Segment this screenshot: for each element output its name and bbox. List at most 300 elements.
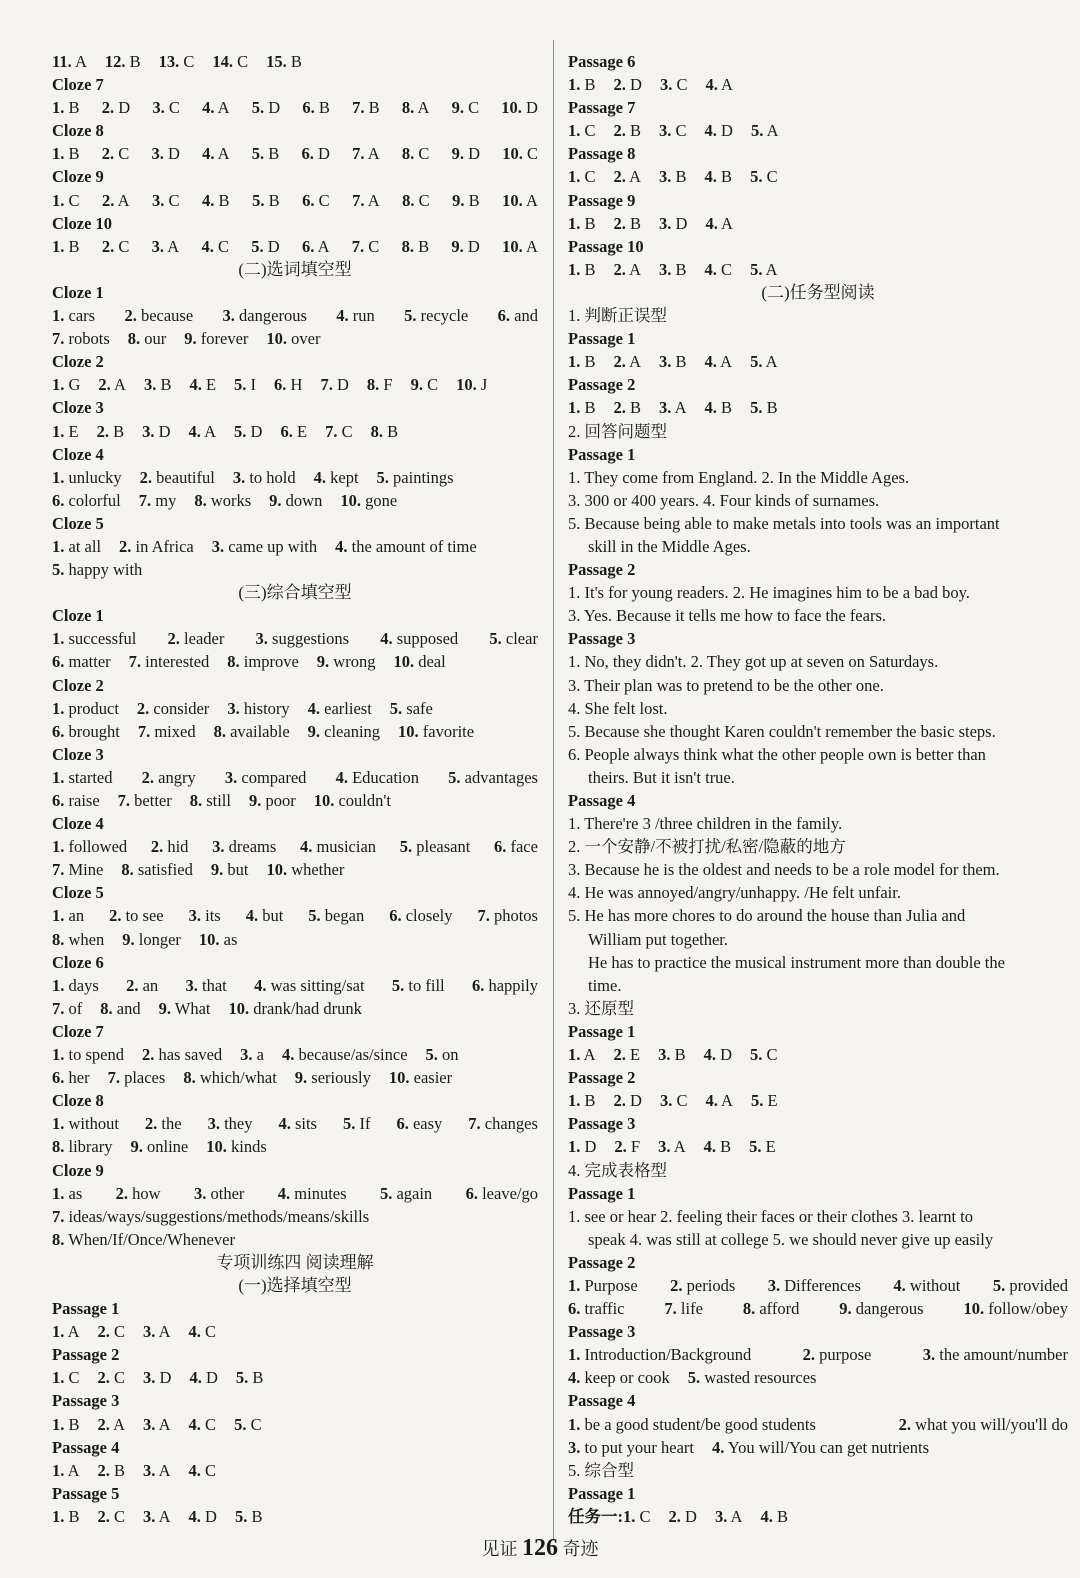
answer-item (302, 189, 330, 212)
answer-number: 6. (302, 190, 315, 210)
answer-number: 8. (183, 1068, 196, 1088)
answer-item (659, 119, 687, 142)
answer-value: they (224, 1114, 253, 1134)
answer-item (498, 304, 538, 327)
answer-number: 7. (477, 906, 490, 926)
answer-item (704, 1135, 732, 1158)
answer-number: 4. (188, 1414, 201, 1434)
answer-number: 2. (97, 1368, 110, 1388)
answer-number: 6. (52, 490, 65, 510)
answer-item (278, 1182, 347, 1205)
answer-value: B (584, 259, 596, 279)
answer-number: 8. (213, 721, 226, 741)
answer-value: periods (686, 1275, 736, 1295)
answer-number: 9. (122, 929, 135, 949)
answer-number: 8. (194, 490, 207, 510)
answer-item (489, 627, 538, 650)
answer-value: on (442, 1045, 459, 1065)
answer-value: wrong (333, 652, 376, 672)
answer-number: 3. (142, 421, 155, 441)
answer-item (659, 396, 687, 419)
answer-item (343, 1112, 371, 1135)
answer-item (494, 835, 538, 858)
answer-value: the amount of time (351, 536, 477, 556)
answer-number: 1. (52, 1322, 65, 1342)
answer-value: but (227, 860, 249, 880)
answer-item (568, 1089, 596, 1112)
answer-number: 3. (143, 375, 157, 395)
answer-row (52, 189, 538, 212)
answer-value: E (205, 375, 217, 395)
answer-item (212, 50, 248, 73)
answer-number: 3. (143, 1368, 156, 1388)
answer-item (448, 766, 538, 789)
answer-row (568, 1436, 1068, 1459)
answer-number: 4. (307, 698, 321, 718)
answer-value: D (630, 75, 642, 95)
answer-number: 3. (151, 236, 164, 256)
answer-number: 1. (52, 1045, 65, 1065)
answer-item (52, 1112, 119, 1135)
answer-number: 9. (269, 490, 282, 510)
answer-number: 5. (391, 975, 405, 995)
answer-number: 5. (342, 1114, 356, 1134)
answer-number: 3. (232, 467, 246, 487)
answer-value: leader (184, 629, 225, 649)
answer-item (705, 165, 733, 188)
section-heading: Cloze 3 (52, 398, 104, 418)
answer-item (705, 119, 733, 142)
answer-value: better (134, 791, 172, 810)
answer-value: You will/You can get nutrients (727, 1437, 929, 1457)
answer-value: available (230, 721, 290, 741)
answer-item (568, 258, 596, 281)
answer-item (274, 373, 302, 396)
answer-value: my (155, 490, 177, 510)
answer-item (477, 904, 538, 927)
answer-row (52, 420, 538, 443)
answer-number: 4. (282, 1045, 295, 1065)
footer-prefix: 见证 (481, 1539, 518, 1559)
answer-text-continued: William put together. (588, 929, 729, 949)
section-heading: Cloze 6 (52, 952, 104, 972)
answer-item (52, 720, 120, 743)
answer-item (705, 258, 733, 281)
answer-value: because (140, 306, 194, 326)
answer-item (614, 1089, 642, 1112)
answer-item (233, 466, 296, 489)
answer-value: D (159, 1368, 172, 1388)
answer-value: colorful (68, 490, 121, 510)
answer-value: A (525, 190, 538, 210)
answer-number: 4. (335, 767, 348, 787)
answer-number: 1. (52, 98, 65, 118)
answer-text-continued: He has to practice the musical instrument more than double the (588, 952, 1005, 972)
section-heading: Passage 7 (568, 98, 636, 118)
section-heading: Cloze 3 (52, 744, 104, 764)
answer-number: 8. (366, 375, 380, 395)
answer-value: C (418, 190, 430, 210)
answer-item (750, 165, 778, 188)
answer-item (52, 1505, 80, 1528)
answer-value: her (68, 1068, 90, 1088)
section-heading: Passage 3 (52, 1391, 120, 1411)
answer-value: whether (291, 860, 345, 880)
answer-number: 6. (302, 98, 315, 118)
answer-value: B (776, 1506, 788, 1526)
answer-row (52, 466, 538, 489)
answer-value: Differences (784, 1275, 861, 1295)
answer-value: forever (200, 329, 249, 349)
answer-value: days (68, 975, 99, 995)
answer-text: 1. There're 3 /three children in the family. (568, 814, 843, 834)
answer-item (186, 974, 227, 997)
answer-value: at all (68, 536, 102, 556)
answer-value: product (68, 698, 119, 718)
answer-number: 5. (252, 190, 265, 210)
answer-number: 8. (121, 860, 134, 880)
answer-number: 10. (198, 929, 220, 949)
answer-row (52, 1505, 538, 1528)
answer-number: 2. (613, 398, 626, 418)
answer-number: 4. (188, 1506, 201, 1526)
answer-item (52, 1182, 82, 1205)
answer-item (100, 997, 140, 1020)
answer-item (340, 489, 397, 512)
answer-item (568, 1366, 670, 1389)
answer-item (52, 189, 80, 212)
answer-number: 1. (568, 1275, 581, 1295)
answer-value: D (675, 213, 688, 233)
answer-item (152, 96, 180, 119)
answer-row (52, 235, 538, 258)
section-heading: Cloze 8 (52, 1091, 104, 1111)
answer-number: 3. (659, 398, 672, 418)
section-heading: Passage 2 (52, 1345, 120, 1365)
answer-number: 3. (143, 1506, 156, 1526)
answer-number: 7. (52, 860, 65, 880)
section-heading: Cloze 8 (52, 121, 104, 141)
answer-number: 10. (228, 998, 250, 1018)
section-heading: Cloze 7 (52, 1021, 104, 1041)
answer-number: 2. (101, 236, 115, 256)
answer-number: 4. (335, 536, 348, 556)
answer-text: 4. She felt lost. (568, 698, 668, 718)
answer-number: 2. (613, 75, 626, 95)
answer-item (750, 1043, 778, 1066)
answer-item (768, 1274, 861, 1297)
answer-value: C (118, 144, 130, 164)
answer-text: 3. 300 or 400 years. 4. Four kinds of surnames. (568, 490, 880, 510)
answer-row (52, 142, 538, 165)
answer-item (352, 96, 380, 119)
answer-value: A (114, 375, 126, 395)
answer-value: beautiful (156, 467, 215, 487)
answer-value: A (629, 259, 642, 279)
answer-value: followed (68, 837, 128, 857)
answer-value: to hold (249, 467, 296, 487)
section-heading: Cloze 2 (52, 352, 104, 372)
answer-item (159, 997, 211, 1020)
answer-value: A (113, 1414, 126, 1434)
footer-suffix: 奇迹 (562, 1539, 599, 1559)
answer-number: 3. (143, 1414, 156, 1434)
answer-item (52, 789, 100, 812)
answer-text: 2. 回答问题型 (568, 421, 667, 441)
answer-item (184, 327, 248, 350)
answer-number: 5. (234, 1506, 248, 1526)
answer-number: 3. (659, 213, 672, 233)
answer-item (371, 420, 399, 443)
page-number: 126 (522, 1535, 558, 1561)
answer-number: 1. (568, 75, 581, 95)
answer-item (389, 904, 452, 927)
answer-item (568, 212, 596, 235)
answer-number: 6. (301, 144, 314, 164)
answer-number: 2. (136, 698, 150, 718)
answer-number: 6. (493, 837, 507, 857)
answer-item (227, 650, 299, 673)
answer-number: 9. (307, 721, 321, 741)
answer-item (52, 928, 104, 951)
answer-value: D (720, 1045, 733, 1065)
answer-number: 10. (206, 1137, 227, 1157)
answer-item (472, 974, 538, 997)
answer-number: 3. (714, 1506, 728, 1526)
answer-item (225, 766, 307, 789)
answer-item (568, 350, 596, 373)
answer-number: 3. (659, 75, 673, 95)
answer-item (223, 304, 307, 327)
answer-value: follow/obey (988, 1299, 1068, 1319)
answer-row (52, 1043, 538, 1066)
answer-item (392, 974, 445, 997)
answer-value: other (210, 1183, 245, 1203)
answer-number: 2. (150, 837, 164, 857)
section-heading: Cloze 5 (52, 883, 104, 903)
answer-item (235, 1505, 263, 1528)
answer-item (246, 904, 284, 927)
answer-item (466, 1182, 538, 1205)
answer-value: happy with (68, 560, 143, 580)
answer-value: hid (167, 837, 189, 857)
answer-number: 10. (456, 375, 477, 395)
answer-value: Education (352, 767, 419, 787)
answer-value: D (468, 144, 480, 164)
answer-value: B (268, 190, 280, 210)
answer-item (704, 1043, 732, 1066)
answer-item (749, 1135, 776, 1158)
answer-item (202, 189, 230, 212)
answer-item (402, 235, 430, 258)
answer-item (751, 119, 779, 142)
answer-value: B (468, 190, 480, 210)
answer-value: successful (68, 629, 137, 649)
answer-item (893, 1274, 960, 1297)
answer-value: what you will/you'll do (915, 1414, 1068, 1434)
answer-item (295, 1066, 371, 1089)
answer-value: C (427, 375, 439, 395)
answer-number: 3. (659, 1091, 673, 1111)
answer-number: 2. (613, 167, 626, 187)
answer-item (143, 1505, 171, 1528)
answer-number: 1. (568, 259, 581, 279)
answer-value: B (68, 1506, 80, 1526)
answer-value: to see (125, 906, 164, 926)
answer-value: purpose (819, 1345, 872, 1365)
answer-item (194, 489, 251, 512)
answer-item (352, 235, 380, 258)
answer-number: 5. (750, 259, 763, 279)
section-heading: Passage 1 (568, 444, 636, 464)
answer-number: 5. (750, 398, 763, 418)
answer-number: 5. (399, 837, 413, 857)
answer-row (568, 1505, 1068, 1528)
answer-item (137, 697, 209, 720)
answer-text: 4. He was annoyed/angry/unhappy. /He felt unfair. (568, 883, 901, 903)
answer-text: 1. They come from England. 2. In the Middle Ages. (568, 467, 910, 487)
answer-value: face (510, 837, 538, 857)
answer-item (302, 142, 330, 165)
answer-row (52, 974, 538, 997)
section-heading: Passage 1 (568, 1483, 636, 1503)
answer-value: B (675, 352, 687, 372)
answer-value: robots (68, 329, 110, 349)
answer-value: D (205, 1506, 217, 1526)
section-heading: Passage 9 (568, 190, 636, 210)
answer-row (52, 928, 538, 951)
answer-value: D (267, 236, 280, 256)
answer-number: 2. (97, 1414, 110, 1434)
answer-item (152, 189, 180, 212)
answer-value: musician (316, 837, 377, 857)
answer-number: 4. (278, 1114, 291, 1134)
answer-item (52, 420, 79, 443)
answer-value: deal (418, 652, 446, 672)
answer-item (142, 420, 170, 443)
answer-value: A (117, 190, 130, 210)
answer-number: 5. (448, 767, 461, 787)
answer-item (380, 627, 458, 650)
answer-item (52, 1066, 90, 1089)
answer-number: 3. (211, 536, 225, 556)
answer-value: provided (1009, 1275, 1068, 1295)
answer-value: A (721, 75, 733, 95)
answer-number: 3. (224, 767, 238, 787)
answer-item (52, 997, 82, 1020)
answer-number: 6. (52, 791, 65, 810)
answer-value: A (765, 352, 778, 372)
answer-item (234, 1413, 262, 1436)
answer-item (659, 212, 687, 235)
answer-item (269, 489, 322, 512)
answer-text: 1. No, they didn't. 2. They got up at seven on Saturdays. (568, 652, 939, 672)
answer-number: 6. (280, 421, 293, 441)
answer-number: 3. (222, 306, 235, 326)
answer-value: C (237, 52, 249, 71)
answer-number: 8. (127, 329, 141, 349)
answer-number: 1. (568, 1091, 581, 1111)
answer-item (389, 1066, 452, 1089)
answer-number: 7. (325, 421, 338, 441)
answer-value: A (417, 98, 430, 118)
answer-item (336, 304, 375, 327)
answer-item (750, 396, 778, 419)
answer-number: 6. (274, 375, 287, 395)
answer-number: 1. (52, 1368, 65, 1388)
answer-number: 8. (370, 421, 383, 441)
answer-value: E (630, 1045, 641, 1065)
answer-value: C (250, 1414, 262, 1434)
answer-item (659, 350, 687, 373)
answer-row (568, 350, 1068, 373)
answer-value: A (674, 398, 687, 418)
answer-text: 4. 完成表格型 (568, 1160, 667, 1180)
answer-number: 4. (202, 144, 215, 164)
answer-number: 3. (151, 144, 164, 164)
answer-value: and (514, 306, 538, 326)
answer-item (280, 420, 307, 443)
answer-item (314, 789, 391, 812)
answer-number: 2. (614, 1137, 627, 1157)
answer-row (52, 1320, 538, 1343)
answer-number: 1. (52, 306, 65, 326)
answer-value: favorite (422, 721, 475, 741)
answer-value: C (526, 144, 538, 164)
section-heading: Cloze 1 (52, 606, 104, 626)
answer-number: 10. (502, 236, 523, 256)
answer-item (124, 304, 193, 327)
answer-item (390, 697, 433, 720)
answer-value: to spend (68, 1045, 124, 1065)
answer-number: 3. (185, 975, 198, 995)
answer-value: D (467, 236, 480, 256)
answer-value: A (204, 421, 217, 441)
answer-row (52, 1066, 538, 1089)
answer-item (993, 1274, 1068, 1297)
answer-number: 4. (704, 259, 717, 279)
answer-item (352, 142, 380, 165)
answer-number: 1. (568, 1345, 581, 1365)
answer-item (119, 535, 194, 558)
answer-item (140, 466, 215, 489)
answer-number: 1. (52, 767, 65, 787)
answer-value: ideas/ways/suggestions/methods/means/skills (68, 1206, 370, 1226)
answer-value: compared (241, 767, 307, 787)
answer-item (659, 165, 687, 188)
section-heading: Cloze 7 (52, 75, 104, 95)
answer-value: B (674, 1045, 686, 1065)
answer-value: down (285, 490, 323, 510)
answer-number: 2. (98, 375, 111, 395)
answer-value: J (480, 375, 488, 395)
answer-item (705, 1089, 733, 1112)
answer-number: 7. (52, 998, 65, 1018)
answer-number: 3. (207, 1114, 220, 1134)
answer-item (194, 1182, 244, 1205)
answer-number: 1. (52, 467, 65, 487)
section-title: 专项训练四 阅读理解 (216, 1252, 374, 1272)
answer-number: 2. (115, 1183, 129, 1203)
answer-text: 5. Because she thought Karen couldn't remember the basic steps. (568, 721, 996, 741)
answer-value: which/what (199, 1068, 277, 1088)
answer-item (659, 258, 687, 281)
answer-number: 5. (425, 1045, 438, 1065)
answer-value: library (68, 1137, 113, 1157)
answer-item (138, 720, 196, 743)
answer-number: 8. (100, 998, 113, 1018)
answer-item (923, 1343, 1068, 1366)
